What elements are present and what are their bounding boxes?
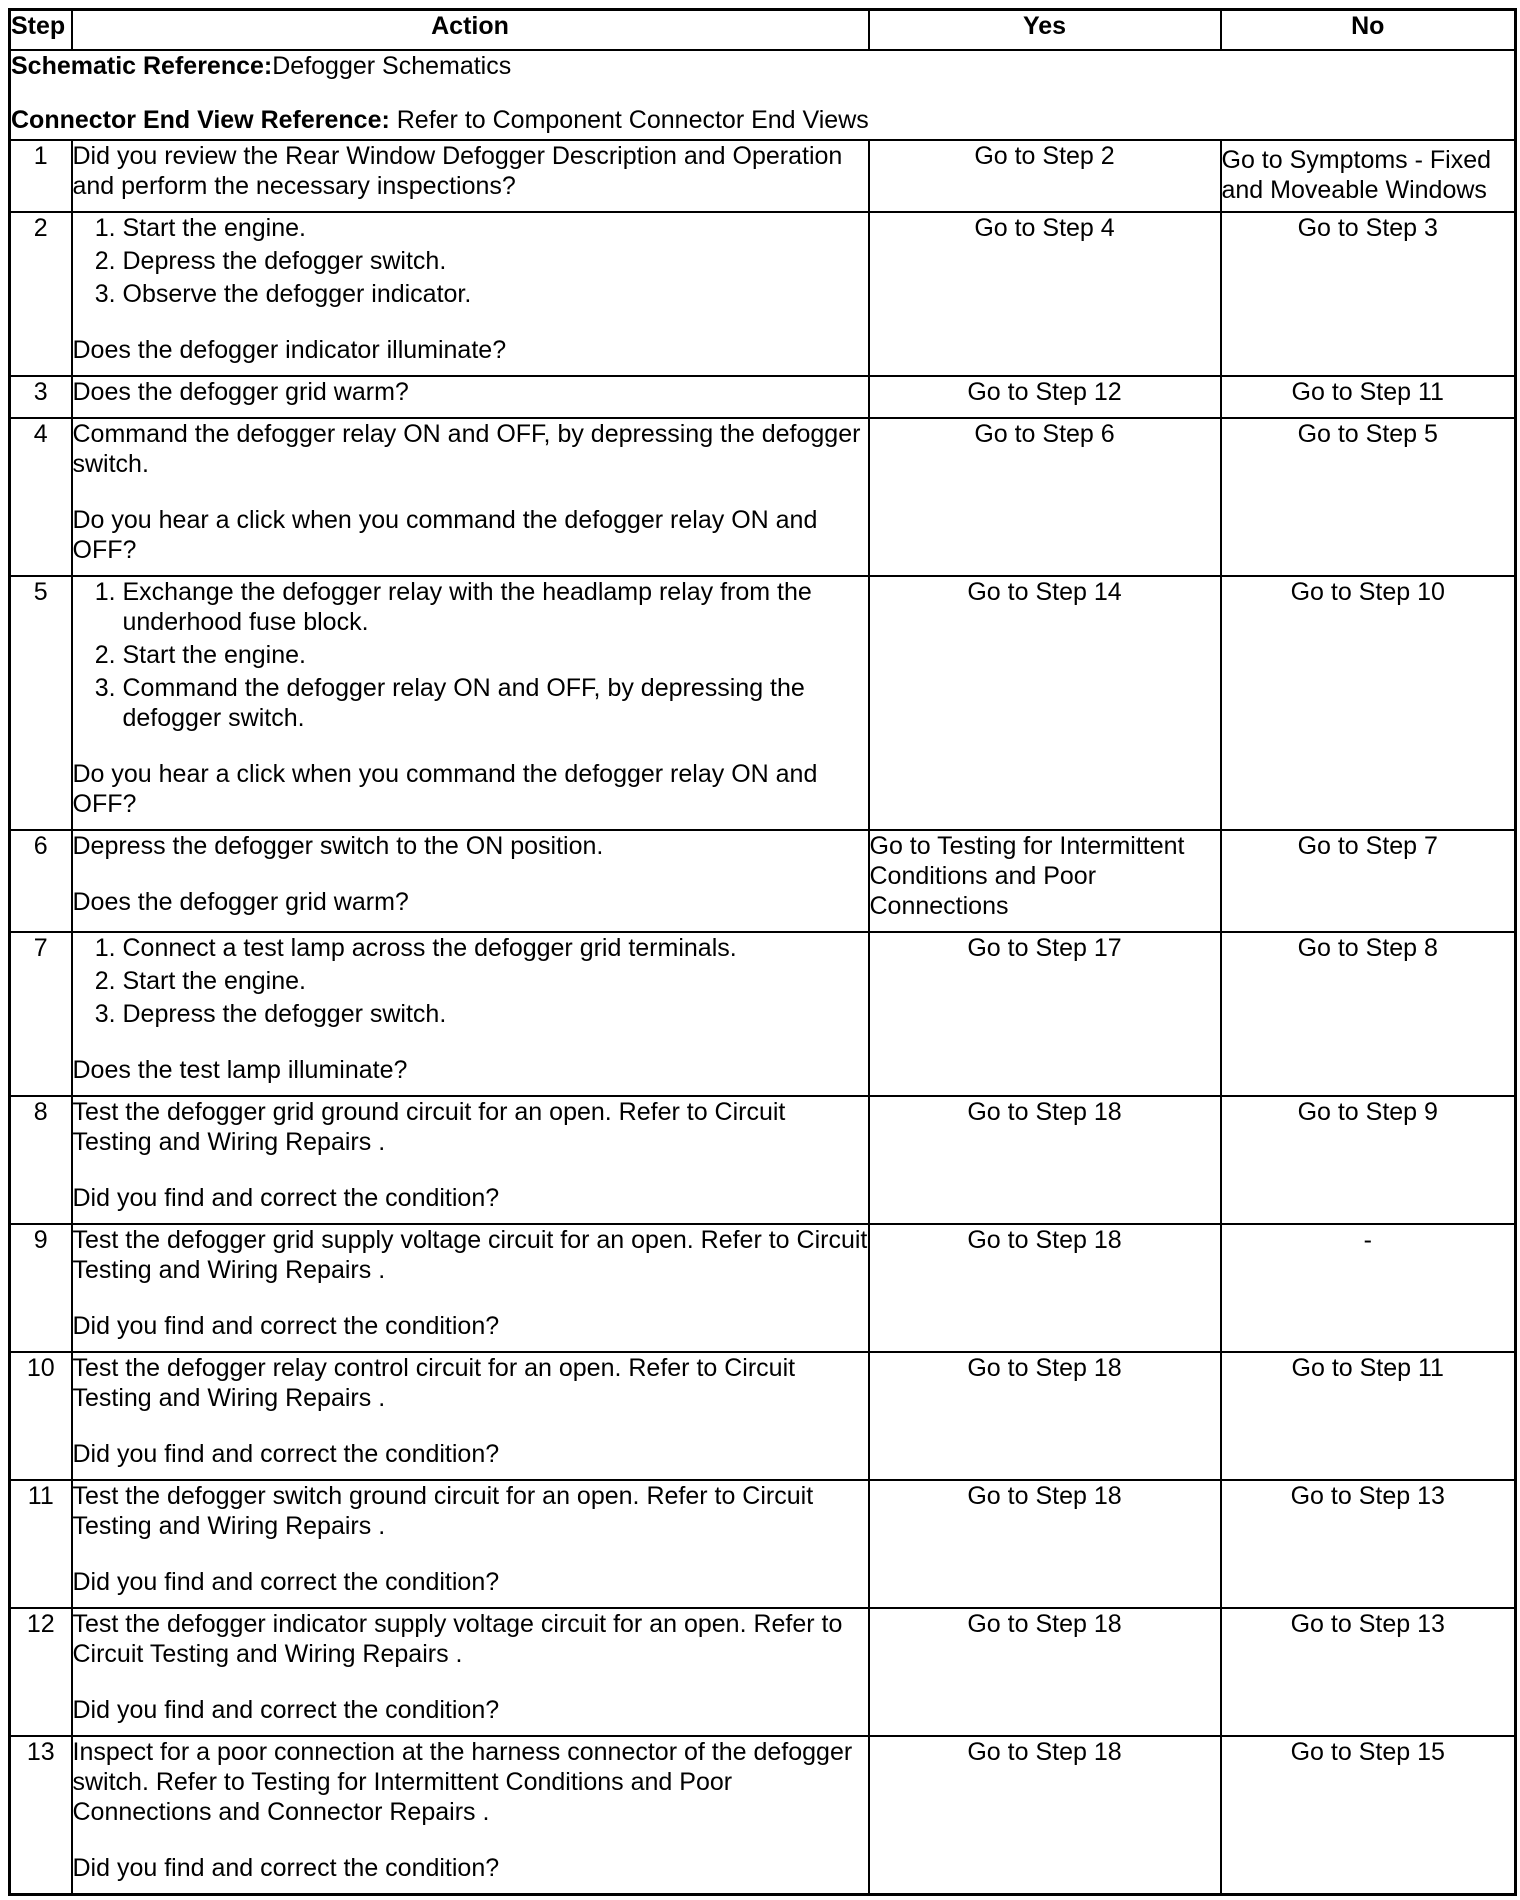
step-action	[72, 212, 869, 376]
list-item: 3. Observe the defogger indicator.	[123, 279, 868, 309]
table-row	[10, 376, 1516, 418]
list-item: 3. Command the defogger relay ON and OFF, by depressing the defogger switch.	[123, 673, 868, 733]
step-number: 12	[10, 1608, 72, 1736]
no-result: -	[1221, 1224, 1516, 1352]
table-row	[10, 418, 1516, 576]
list-item: 2. Start the engine.	[123, 966, 868, 996]
reference-cell	[10, 50, 1516, 140]
table-row	[10, 1352, 1516, 1480]
header-no: No	[1221, 10, 1516, 51]
yes-result: Go to Step 4	[869, 212, 1221, 376]
no-result: Go to Step 10	[1221, 576, 1516, 830]
step-question: Do you hear a click when you command the defogger relay ON and OFF?	[72, 760, 818, 818]
no-result: Go to Step 13	[1221, 1480, 1516, 1608]
step-number: 11	[10, 1480, 72, 1608]
yes-result: Go to Step 18	[869, 1352, 1221, 1480]
step-question: Did you find and correct the condition?	[72, 1568, 500, 1596]
step-question: Did you find and correct the condition?	[72, 1696, 500, 1724]
no-result: Go to Step 7	[1221, 830, 1516, 932]
step-action	[72, 932, 869, 1096]
step-action: Inspect for a poor connection at the harness connector of the defogger switch. Refer to Testing for Intermittent Conditions and Poor Connections and Connector Repairs . Did you find and correct the condition?	[72, 1736, 869, 1894]
list-item: 3. Depress the defogger switch.	[123, 999, 868, 1029]
step-number: 6	[10, 830, 72, 932]
yes-result: Go to Step 2	[869, 140, 1221, 212]
step-number: 13	[10, 1736, 72, 1894]
step-number: 9	[10, 1224, 72, 1352]
no-result: Go to Step 13	[1221, 1608, 1516, 1736]
table-row	[10, 1608, 1516, 1736]
no-result: Go to Step 8	[1221, 932, 1516, 1096]
table-row	[10, 1224, 1516, 1352]
instruction-list	[73, 213, 868, 309]
table-row	[10, 212, 1516, 376]
yes-result: Go to Testing for Intermittent Conditions and Poor Connections	[869, 830, 1221, 932]
connector-reference: Connector End View Reference: Refer to Component Connector End Views	[11, 106, 869, 134]
yes-result: Go to Step 18	[869, 1608, 1221, 1736]
list-item: 1. Start the engine.	[123, 213, 868, 243]
list-item: 2. Depress the defogger switch.	[123, 246, 868, 276]
step-question: Did you find and correct the condition?	[72, 1184, 500, 1212]
yes-result: Go to Step 18	[869, 1224, 1221, 1352]
list-item: 2. Start the engine.	[123, 640, 868, 670]
step-number: 7	[10, 932, 72, 1096]
table-row	[10, 1096, 1516, 1224]
step-action: Test the defogger switch ground circuit for an open. Refer to Circuit Testing and Wiring Repairs . Did you find and correct the condition?	[72, 1480, 869, 1608]
table-row	[10, 830, 1516, 932]
list-item: 1. Exchange the defogger relay with the headlamp relay from the underhood fuse block.	[123, 577, 868, 637]
table-row	[10, 576, 1516, 830]
step-action: Test the defogger relay control circuit for an open. Refer to Circuit Testing and Wiring Repairs . Did you find and correct the condition?	[72, 1352, 869, 1480]
step-action: Test the defogger grid ground circuit for an open. Refer to Circuit Testing and Wiring Repairs . Did you find and correct the condition?	[72, 1096, 869, 1224]
no-result: Go to Step 11	[1221, 1352, 1516, 1480]
no-result: Go to Step 3	[1221, 212, 1516, 376]
yes-result: Go to Step 18	[869, 1736, 1221, 1894]
step-number: 4	[10, 418, 72, 576]
no-result: Go to Step 15	[1221, 1736, 1516, 1894]
step-number: 3	[10, 376, 72, 418]
step-question: Did you find and correct the condition?	[72, 1440, 500, 1468]
list-item: 1. Connect a test lamp across the defogger grid terminals.	[123, 933, 868, 963]
header-step: Step	[10, 10, 72, 51]
header-action: Action	[72, 10, 869, 51]
step-question: Did you find and correct the condition?	[72, 1854, 500, 1882]
step-action: Command the defogger relay ON and OFF, by depressing the defogger switch. Do you hear a click when you command the defogger relay ON and OFF?	[72, 418, 869, 576]
table-row	[10, 932, 1516, 1096]
step-action: Test the defogger grid supply voltage circuit for an open. Refer to Circuit Testing and Wiring Repairs . Did you find and correct the condition?	[72, 1224, 869, 1352]
yes-result: Go to Step 17	[869, 932, 1221, 1096]
yes-result: Go to Step 18	[869, 1480, 1221, 1608]
step-number: 2	[10, 212, 72, 376]
table-row	[10, 1736, 1516, 1894]
step-question: Does the defogger indicator illuminate?	[72, 336, 507, 364]
yes-result: Go to Step 14	[869, 576, 1221, 830]
no-result: Go to Step 11	[1221, 376, 1516, 418]
step-action: Does the defogger grid warm?	[72, 376, 869, 418]
step-action	[72, 576, 869, 830]
yes-result: Go to Step 6	[869, 418, 1221, 576]
step-question: Does the defogger grid warm?	[72, 888, 409, 916]
step-action: Depress the defogger switch to the ON position. Does the defogger grid warm?	[72, 830, 869, 932]
header-row	[10, 10, 1516, 51]
step-number: 5	[10, 576, 72, 830]
step-action: Did you review the Rear Window Defogger Description and Operation and perform the necessary inspections?	[72, 140, 869, 212]
yes-result: Go to Step 12	[869, 376, 1221, 418]
instruction-list	[73, 933, 868, 1029]
step-question: Do you hear a click when you command the defogger relay ON and OFF?	[72, 506, 818, 564]
reference-row	[10, 50, 1516, 140]
step-question: Did you find and correct the condition?	[72, 1312, 500, 1340]
diagnostic-table	[8, 8, 1517, 1896]
step-number: 1	[10, 140, 72, 212]
no-result: Go to Symptoms - Fixed and Moveable Windows	[1221, 140, 1516, 212]
no-result: Go to Step 9	[1221, 1096, 1516, 1224]
step-question: Does the test lamp illuminate?	[72, 1056, 408, 1084]
no-result: Go to Step 5	[1221, 418, 1516, 576]
step-action: Test the defogger indicator supply voltage circuit for an open. Refer to Circuit Testing and Wiring Repairs . Did you find and correct the condition?	[72, 1608, 869, 1736]
step-number: 8	[10, 1096, 72, 1224]
step-number: 10	[10, 1352, 72, 1480]
yes-result: Go to Step 18	[869, 1096, 1221, 1224]
table-row	[10, 140, 1516, 212]
header-yes: Yes	[869, 10, 1221, 51]
table-row	[10, 1480, 1516, 1608]
schematic-reference: Schematic Reference:Defogger Schematics	[11, 52, 512, 80]
instruction-list	[73, 577, 868, 733]
